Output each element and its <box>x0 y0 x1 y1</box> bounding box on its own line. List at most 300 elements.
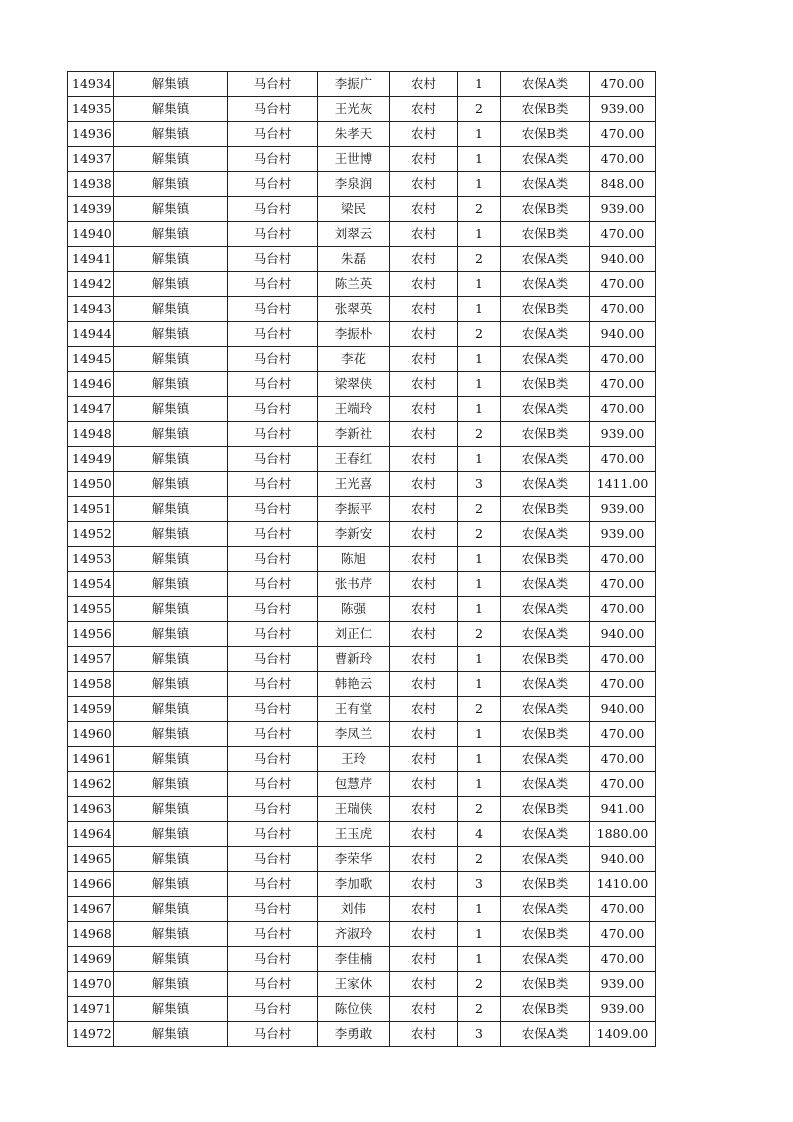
town-cell: 解集镇 <box>114 497 228 522</box>
household-count-cell: 1 <box>458 222 501 247</box>
town-cell: 解集镇 <box>114 672 228 697</box>
amount-cell: 848.00 <box>590 172 656 197</box>
village-cell: 马台村 <box>228 122 318 147</box>
amount-cell: 470.00 <box>590 647 656 672</box>
household-count-cell: 1 <box>458 772 501 797</box>
table-row <box>68 522 656 547</box>
village-cell: 马台村 <box>228 247 318 272</box>
amount-cell: 470.00 <box>590 122 656 147</box>
village-cell: 马台村 <box>228 947 318 972</box>
table-row <box>68 197 656 222</box>
village-cell: 马台村 <box>228 922 318 947</box>
amount-cell: 939.00 <box>590 97 656 122</box>
name-cell: 王端玲 <box>318 397 390 422</box>
village-cell: 马台村 <box>228 72 318 97</box>
amount-cell: 1409.00 <box>590 1022 656 1047</box>
insurance-type-cell: 农保A类 <box>501 322 590 347</box>
insurance-type-cell: 农保B类 <box>501 497 590 522</box>
record-id-cell: 14971 <box>68 997 114 1022</box>
area-type-cell: 农村 <box>390 897 458 922</box>
insurance-type-cell: 农保B类 <box>501 422 590 447</box>
record-id-cell: 14965 <box>68 847 114 872</box>
area-type-cell: 农村 <box>390 772 458 797</box>
insurance-type-cell: 农保A类 <box>501 172 590 197</box>
table-row <box>68 572 656 597</box>
town-cell: 解集镇 <box>114 872 228 897</box>
town-cell: 解集镇 <box>114 97 228 122</box>
area-type-cell: 农村 <box>390 122 458 147</box>
insurance-type-cell: 农保B类 <box>501 97 590 122</box>
amount-cell: 1411.00 <box>590 472 656 497</box>
table-row <box>68 222 656 247</box>
household-count-cell: 2 <box>458 847 501 872</box>
amount-cell: 470.00 <box>590 297 656 322</box>
town-cell: 解集镇 <box>114 222 228 247</box>
record-id-cell: 14947 <box>68 397 114 422</box>
insurance-type-cell: 农保A类 <box>501 847 590 872</box>
insurance-type-cell: 农保A类 <box>501 947 590 972</box>
town-cell: 解集镇 <box>114 347 228 372</box>
table-row <box>68 1022 656 1047</box>
amount-cell: 470.00 <box>590 347 656 372</box>
insurance-type-cell: 农保A类 <box>501 472 590 497</box>
name-cell: 曹新玲 <box>318 647 390 672</box>
table-row <box>68 772 656 797</box>
insurance-type-cell: 农保A类 <box>501 772 590 797</box>
village-cell: 马台村 <box>228 772 318 797</box>
insurance-type-cell: 农保A类 <box>501 347 590 372</box>
village-cell: 马台村 <box>228 572 318 597</box>
insurance-type-cell: 农保A类 <box>501 597 590 622</box>
household-count-cell: 2 <box>458 972 501 997</box>
record-id-cell: 14954 <box>68 572 114 597</box>
household-count-cell: 2 <box>458 197 501 222</box>
area-type-cell: 农村 <box>390 797 458 822</box>
village-cell: 马台村 <box>228 672 318 697</box>
village-cell: 马台村 <box>228 172 318 197</box>
area-type-cell: 农村 <box>390 822 458 847</box>
village-cell: 马台村 <box>228 422 318 447</box>
household-count-cell: 2 <box>458 697 501 722</box>
area-type-cell: 农村 <box>390 922 458 947</box>
town-cell: 解集镇 <box>114 997 228 1022</box>
name-cell: 张翠英 <box>318 297 390 322</box>
town-cell: 解集镇 <box>114 297 228 322</box>
town-cell: 解集镇 <box>114 272 228 297</box>
table-row <box>68 147 656 172</box>
area-type-cell: 农村 <box>390 272 458 297</box>
name-cell: 李勇敢 <box>318 1022 390 1047</box>
table-row <box>68 97 656 122</box>
household-count-cell: 1 <box>458 572 501 597</box>
record-id-cell: 14946 <box>68 372 114 397</box>
record-id-cell: 14948 <box>68 422 114 447</box>
area-type-cell: 农村 <box>390 1022 458 1047</box>
amount-cell: 470.00 <box>590 222 656 247</box>
table-row <box>68 322 656 347</box>
table-row <box>68 647 656 672</box>
name-cell: 刘伟 <box>318 897 390 922</box>
insurance-type-cell: 农保A类 <box>501 672 590 697</box>
record-id-cell: 14970 <box>68 972 114 997</box>
insurance-type-cell: 农保B类 <box>501 722 590 747</box>
name-cell: 齐淑玲 <box>318 922 390 947</box>
record-id-cell: 14959 <box>68 697 114 722</box>
area-type-cell: 农村 <box>390 522 458 547</box>
area-type-cell: 农村 <box>390 322 458 347</box>
table-row <box>68 797 656 822</box>
insurance-type-cell: 农保A类 <box>501 697 590 722</box>
insurance-type-cell: 农保B类 <box>501 872 590 897</box>
village-cell: 马台村 <box>228 372 318 397</box>
village-cell: 马台村 <box>228 622 318 647</box>
name-cell: 李荣华 <box>318 847 390 872</box>
table-row <box>68 122 656 147</box>
household-count-cell: 1 <box>458 897 501 922</box>
amount-cell: 940.00 <box>590 322 656 347</box>
household-count-cell: 1 <box>458 272 501 297</box>
village-cell: 马台村 <box>228 897 318 922</box>
record-id-cell: 14934 <box>68 72 114 97</box>
insurance-type-cell: 农保A类 <box>501 1022 590 1047</box>
village-cell: 马台村 <box>228 197 318 222</box>
amount-cell: 470.00 <box>590 922 656 947</box>
record-id-cell: 14936 <box>68 122 114 147</box>
area-type-cell: 农村 <box>390 472 458 497</box>
amount-cell: 470.00 <box>590 272 656 297</box>
household-count-cell: 1 <box>458 372 501 397</box>
area-type-cell: 农村 <box>390 697 458 722</box>
name-cell: 刘正仁 <box>318 622 390 647</box>
insurance-type-cell: 农保A类 <box>501 522 590 547</box>
name-cell: 刘翠云 <box>318 222 390 247</box>
household-count-cell: 1 <box>458 447 501 472</box>
amount-cell: 470.00 <box>590 447 656 472</box>
household-count-cell: 3 <box>458 872 501 897</box>
village-cell: 马台村 <box>228 697 318 722</box>
name-cell: 韩艳云 <box>318 672 390 697</box>
insurance-type-cell: 农保B类 <box>501 647 590 672</box>
name-cell: 李加歌 <box>318 872 390 897</box>
amount-cell: 470.00 <box>590 747 656 772</box>
amount-cell: 470.00 <box>590 397 656 422</box>
area-type-cell: 农村 <box>390 97 458 122</box>
household-count-cell: 1 <box>458 172 501 197</box>
village-cell: 马台村 <box>228 647 318 672</box>
record-id-cell: 14963 <box>68 797 114 822</box>
household-count-cell: 1 <box>458 922 501 947</box>
name-cell: 王光喜 <box>318 472 390 497</box>
amount-cell: 939.00 <box>590 197 656 222</box>
household-count-cell: 2 <box>458 497 501 522</box>
table-row <box>68 747 656 772</box>
insurance-type-cell: 农保A类 <box>501 622 590 647</box>
record-id-cell: 14964 <box>68 822 114 847</box>
town-cell: 解集镇 <box>114 922 228 947</box>
table-row <box>68 472 656 497</box>
name-cell: 张书芹 <box>318 572 390 597</box>
area-type-cell: 农村 <box>390 972 458 997</box>
insurance-type-cell: 农保A类 <box>501 247 590 272</box>
village-cell: 马台村 <box>228 822 318 847</box>
village-cell: 马台村 <box>228 847 318 872</box>
household-count-cell: 1 <box>458 747 501 772</box>
insurance-type-cell: 农保B类 <box>501 122 590 147</box>
table-row <box>68 897 656 922</box>
village-cell: 马台村 <box>228 222 318 247</box>
town-cell: 解集镇 <box>114 547 228 572</box>
data-table <box>67 71 656 1047</box>
area-type-cell: 农村 <box>390 247 458 272</box>
household-count-cell: 1 <box>458 722 501 747</box>
name-cell: 梁翠侠 <box>318 372 390 397</box>
record-id-cell: 14957 <box>68 647 114 672</box>
area-type-cell: 农村 <box>390 172 458 197</box>
town-cell: 解集镇 <box>114 722 228 747</box>
household-count-cell: 2 <box>458 797 501 822</box>
record-id-cell: 14939 <box>68 197 114 222</box>
insurance-type-cell: 农保B类 <box>501 222 590 247</box>
village-cell: 马台村 <box>228 297 318 322</box>
table-row <box>68 622 656 647</box>
record-id-cell: 14949 <box>68 447 114 472</box>
name-cell: 陈兰英 <box>318 272 390 297</box>
town-cell: 解集镇 <box>114 972 228 997</box>
area-type-cell: 农村 <box>390 622 458 647</box>
village-cell: 马台村 <box>228 972 318 997</box>
table-row <box>68 697 656 722</box>
household-count-cell: 1 <box>458 147 501 172</box>
insurance-type-cell: 农保B类 <box>501 372 590 397</box>
area-type-cell: 农村 <box>390 347 458 372</box>
name-cell: 陈旭 <box>318 547 390 572</box>
household-count-cell: 1 <box>458 122 501 147</box>
amount-cell: 939.00 <box>590 997 656 1022</box>
village-cell: 马台村 <box>228 997 318 1022</box>
town-cell: 解集镇 <box>114 72 228 97</box>
area-type-cell: 农村 <box>390 572 458 597</box>
amount-cell: 939.00 <box>590 522 656 547</box>
insurance-type-cell: 农保B类 <box>501 797 590 822</box>
village-cell: 马台村 <box>228 597 318 622</box>
village-cell: 马台村 <box>228 522 318 547</box>
insurance-type-cell: 农保A类 <box>501 897 590 922</box>
town-cell: 解集镇 <box>114 797 228 822</box>
area-type-cell: 农村 <box>390 997 458 1022</box>
household-count-cell: 1 <box>458 597 501 622</box>
insurance-type-cell: 农保A类 <box>501 447 590 472</box>
household-count-cell: 1 <box>458 672 501 697</box>
name-cell: 李泉润 <box>318 172 390 197</box>
table-row <box>68 947 656 972</box>
household-count-cell: 1 <box>458 647 501 672</box>
table-row <box>68 972 656 997</box>
area-type-cell: 农村 <box>390 372 458 397</box>
town-cell: 解集镇 <box>114 822 228 847</box>
town-cell: 解集镇 <box>114 647 228 672</box>
amount-cell: 940.00 <box>590 622 656 647</box>
area-type-cell: 农村 <box>390 547 458 572</box>
amount-cell: 470.00 <box>590 72 656 97</box>
insurance-type-cell: 农保B类 <box>501 922 590 947</box>
amount-cell: 470.00 <box>590 772 656 797</box>
village-cell: 马台村 <box>228 347 318 372</box>
table-row <box>68 422 656 447</box>
village-cell: 马台村 <box>228 797 318 822</box>
village-cell: 马台村 <box>228 322 318 347</box>
insurance-type-cell: 农保B类 <box>501 972 590 997</box>
area-type-cell: 农村 <box>390 397 458 422</box>
amount-cell: 470.00 <box>590 572 656 597</box>
amount-cell: 940.00 <box>590 247 656 272</box>
household-count-cell: 2 <box>458 422 501 447</box>
household-count-cell: 1 <box>458 947 501 972</box>
insurance-type-cell: 农保B类 <box>501 547 590 572</box>
name-cell: 李花 <box>318 347 390 372</box>
insurance-type-cell: 农保A类 <box>501 147 590 172</box>
name-cell: 王世博 <box>318 147 390 172</box>
household-count-cell: 1 <box>458 397 501 422</box>
table-row <box>68 372 656 397</box>
table-row <box>68 397 656 422</box>
record-id-cell: 14953 <box>68 547 114 572</box>
area-type-cell: 农村 <box>390 497 458 522</box>
amount-cell: 470.00 <box>590 947 656 972</box>
area-type-cell: 农村 <box>390 597 458 622</box>
village-cell: 马台村 <box>228 397 318 422</box>
table-row <box>68 872 656 897</box>
record-id-cell: 14940 <box>68 222 114 247</box>
household-count-cell: 3 <box>458 472 501 497</box>
name-cell: 王有堂 <box>318 697 390 722</box>
town-cell: 解集镇 <box>114 422 228 447</box>
record-id-cell: 14935 <box>68 97 114 122</box>
table-row <box>68 497 656 522</box>
town-cell: 解集镇 <box>114 597 228 622</box>
village-cell: 马台村 <box>228 497 318 522</box>
name-cell: 朱孝天 <box>318 122 390 147</box>
town-cell: 解集镇 <box>114 572 228 597</box>
record-id-cell: 14962 <box>68 772 114 797</box>
area-type-cell: 农村 <box>390 422 458 447</box>
village-cell: 马台村 <box>228 722 318 747</box>
town-cell: 解集镇 <box>114 197 228 222</box>
insurance-type-cell: 农保A类 <box>501 72 590 97</box>
name-cell: 王光灰 <box>318 97 390 122</box>
record-id-cell: 14967 <box>68 897 114 922</box>
record-id-cell: 14960 <box>68 722 114 747</box>
town-cell: 解集镇 <box>114 897 228 922</box>
insurance-type-cell: 农保A类 <box>501 397 590 422</box>
area-type-cell: 农村 <box>390 147 458 172</box>
household-count-cell: 1 <box>458 547 501 572</box>
name-cell: 陈强 <box>318 597 390 622</box>
amount-cell: 470.00 <box>590 672 656 697</box>
record-id-cell: 14938 <box>68 172 114 197</box>
name-cell: 李佳楠 <box>318 947 390 972</box>
record-id-cell: 14941 <box>68 247 114 272</box>
table-row <box>68 247 656 272</box>
insurance-type-cell: 农保B类 <box>501 197 590 222</box>
village-cell: 马台村 <box>228 747 318 772</box>
area-type-cell: 农村 <box>390 647 458 672</box>
insurance-type-cell: 农保A类 <box>501 572 590 597</box>
name-cell: 王春红 <box>318 447 390 472</box>
town-cell: 解集镇 <box>114 847 228 872</box>
table-row <box>68 847 656 872</box>
insurance-type-cell: 农保A类 <box>501 272 590 297</box>
town-cell: 解集镇 <box>114 772 228 797</box>
table-row <box>68 672 656 697</box>
town-cell: 解集镇 <box>114 747 228 772</box>
record-id-cell: 14950 <box>68 472 114 497</box>
amount-cell: 470.00 <box>590 547 656 572</box>
amount-cell: 470.00 <box>590 372 656 397</box>
record-id-cell: 14969 <box>68 947 114 972</box>
name-cell: 李振朴 <box>318 322 390 347</box>
area-type-cell: 农村 <box>390 847 458 872</box>
household-count-cell: 1 <box>458 347 501 372</box>
town-cell: 解集镇 <box>114 472 228 497</box>
record-id-cell: 14955 <box>68 597 114 622</box>
village-cell: 马台村 <box>228 472 318 497</box>
town-cell: 解集镇 <box>114 247 228 272</box>
record-id-cell: 14943 <box>68 297 114 322</box>
town-cell: 解集镇 <box>114 622 228 647</box>
town-cell: 解集镇 <box>114 447 228 472</box>
town-cell: 解集镇 <box>114 397 228 422</box>
insurance-type-cell: 农保B类 <box>501 997 590 1022</box>
town-cell: 解集镇 <box>114 147 228 172</box>
town-cell: 解集镇 <box>114 522 228 547</box>
household-count-cell: 2 <box>458 247 501 272</box>
table-row <box>68 447 656 472</box>
town-cell: 解集镇 <box>114 1022 228 1047</box>
village-cell: 马台村 <box>228 547 318 572</box>
amount-cell: 470.00 <box>590 722 656 747</box>
household-count-cell: 2 <box>458 97 501 122</box>
amount-cell: 470.00 <box>590 147 656 172</box>
name-cell: 王玲 <box>318 747 390 772</box>
amount-cell: 939.00 <box>590 497 656 522</box>
area-type-cell: 农村 <box>390 447 458 472</box>
table-row <box>68 922 656 947</box>
household-count-cell: 2 <box>458 322 501 347</box>
record-id-cell: 14958 <box>68 672 114 697</box>
name-cell: 李凤兰 <box>318 722 390 747</box>
village-cell: 马台村 <box>228 447 318 472</box>
name-cell: 王家休 <box>318 972 390 997</box>
insurance-type-cell: 农保B类 <box>501 297 590 322</box>
table-row <box>68 72 656 97</box>
name-cell: 李新安 <box>318 522 390 547</box>
area-type-cell: 农村 <box>390 722 458 747</box>
village-cell: 马台村 <box>228 272 318 297</box>
insurance-type-cell: 农保A类 <box>501 747 590 772</box>
area-type-cell: 农村 <box>390 947 458 972</box>
table-row <box>68 272 656 297</box>
record-id-cell: 14952 <box>68 522 114 547</box>
household-count-cell: 1 <box>458 72 501 97</box>
village-cell: 马台村 <box>228 97 318 122</box>
area-type-cell: 农村 <box>390 747 458 772</box>
household-count-cell: 3 <box>458 1022 501 1047</box>
household-count-cell: 2 <box>458 997 501 1022</box>
town-cell: 解集镇 <box>114 372 228 397</box>
area-type-cell: 农村 <box>390 222 458 247</box>
amount-cell: 470.00 <box>590 897 656 922</box>
household-count-cell: 1 <box>458 297 501 322</box>
